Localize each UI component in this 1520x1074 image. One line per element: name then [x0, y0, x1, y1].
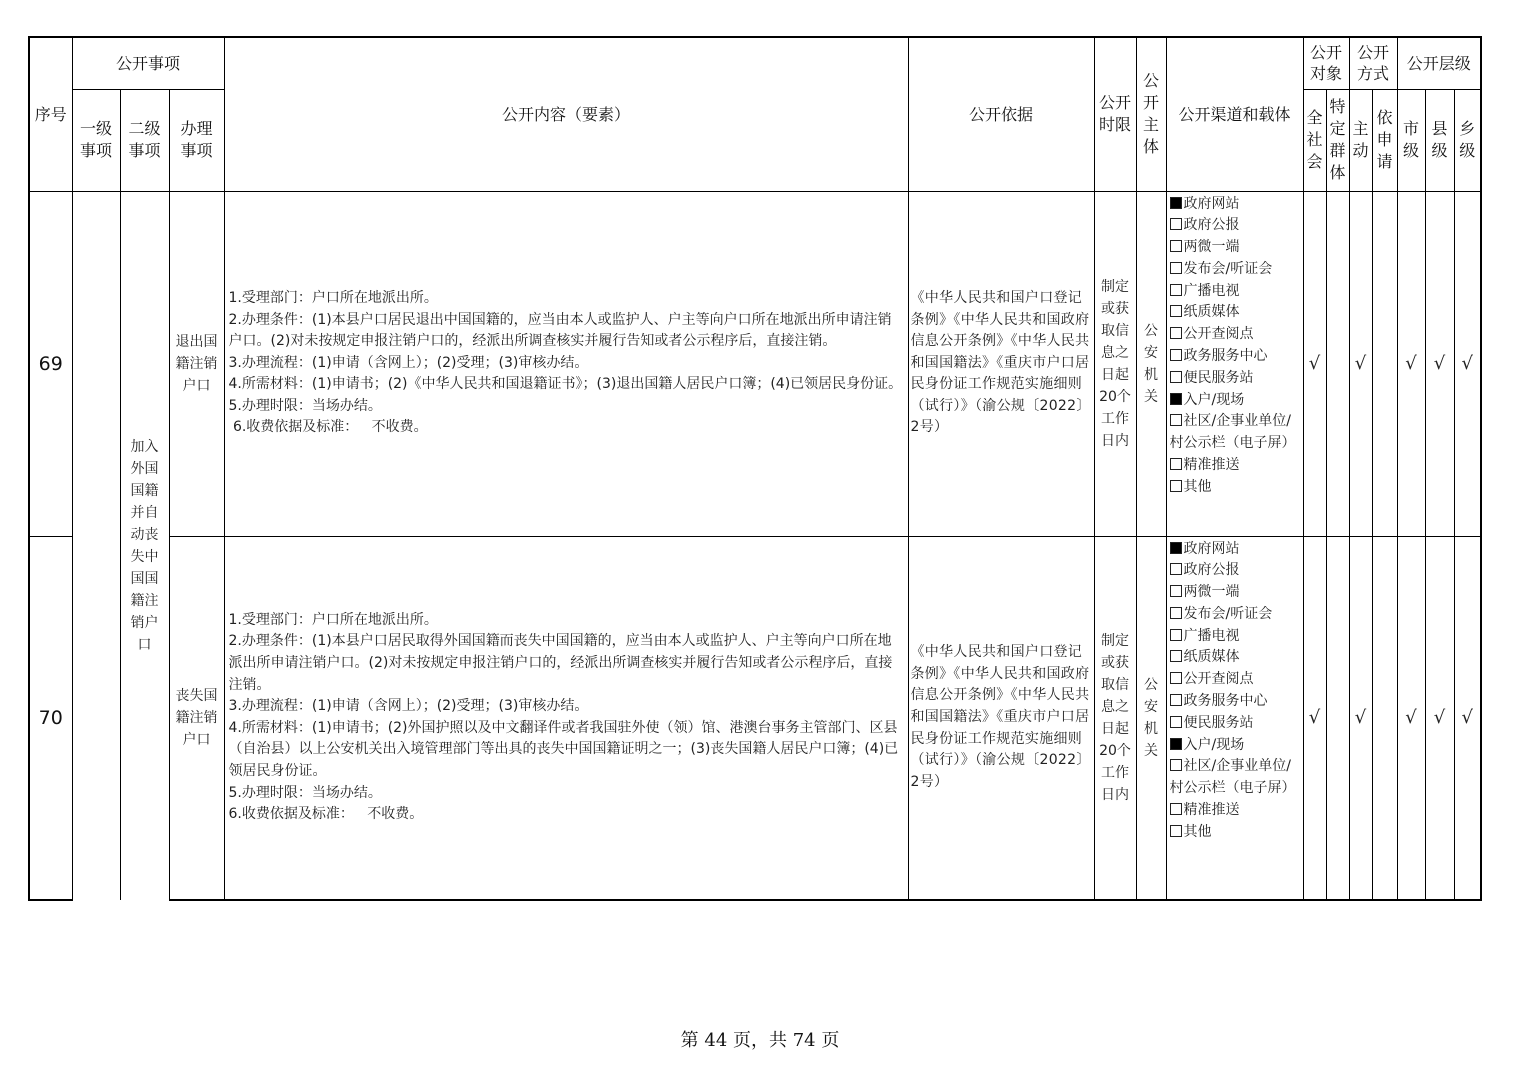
content-line: 4.所需材料：(1)申请书；(2)外国护照以及中文翻译件或者我国驻外使（领）馆、港澳台事务主管部门、区县（自治县）以上公安机关出入境管理部门等出具的丧失中国国籍证明之一；(3)丧失国籍人居民户口簿；(4)已领居民身份证。 [228, 719, 899, 779]
channel-label: 公开查阅点 [1183, 326, 1254, 343]
channel-item [1170, 756, 1301, 800]
channel-label: 政府网站 [1183, 540, 1240, 557]
header-time-limit [1094, 37, 1136, 191]
checkbox-icon [1170, 672, 1182, 684]
header-subject-text: 公开主体 [1142, 71, 1159, 157]
checkbox-icon [1170, 480, 1182, 492]
handle-text: 丧失国籍注销户口 [175, 687, 218, 748]
checkbox-icon [1170, 694, 1182, 706]
header-city [1397, 89, 1425, 191]
subject-text: 公安机关 [1144, 676, 1158, 759]
channel-label: 发布会/听证会 [1183, 260, 1273, 277]
header-specific-group [1326, 89, 1349, 191]
active-mark: √ [1349, 191, 1372, 536]
content-line: 2.办理条件：(1)本县户口居民退出中国国籍的，应当由本人或监护人、户主等向户口所在地派出所申请注销户口。(2)对未按规定申报注销户口的，经派出所调查核实并履行告知或者公示程序后，直接注销。 [228, 311, 892, 350]
channel-label: 便民服务站 [1183, 369, 1254, 386]
channel-item [1170, 259, 1301, 281]
header-specific-group-text: 特定群体 [1329, 97, 1346, 182]
city-mark: √ [1397, 536, 1425, 900]
header-all-society [1303, 89, 1326, 191]
channel-item [1170, 302, 1301, 324]
county-mark: √ [1425, 191, 1454, 536]
page-footer: 第 44 页，共 74 页 [680, 1030, 840, 1051]
time-limit-text: 制定或获取信息之日起20个工作日内 [1099, 632, 1131, 803]
township-mark: √ [1454, 536, 1481, 900]
channel-item [1170, 324, 1301, 346]
header-target [1303, 37, 1349, 89]
checkbox-icon [1170, 371, 1182, 383]
header-city-text: 市级 [1402, 119, 1419, 160]
checkbox-icon [1170, 607, 1182, 619]
channel-label: 其他 [1183, 478, 1212, 495]
channel-item [1170, 455, 1301, 477]
channel-item [1170, 822, 1301, 844]
channel-label: 纸质媒体 [1183, 649, 1240, 666]
header-active-text: 主动 [1352, 119, 1369, 160]
subject-text: 公安机关 [1144, 322, 1158, 405]
handle-cell [169, 191, 224, 536]
handle-text: 退出国籍注销户口 [175, 333, 218, 394]
checkbox-icon [1170, 759, 1182, 771]
content-line: 1.受理部门：户口所在地派出所。 [228, 289, 438, 306]
header-active [1349, 89, 1372, 191]
channel-label: 精准推送 [1183, 457, 1240, 474]
channel-item [1170, 735, 1301, 757]
channel-cell [1166, 191, 1303, 536]
content-cell [224, 536, 908, 900]
table-row [29, 536, 1481, 900]
channel-item [1170, 539, 1301, 561]
header-level1-text: 一级事项 [79, 119, 112, 160]
checkbox-icon [1170, 650, 1182, 662]
subject-cell [1136, 191, 1166, 536]
channel-item [1170, 582, 1301, 604]
checkbox-icon [1170, 738, 1182, 750]
channel-cell [1166, 536, 1303, 900]
header-level2 [120, 89, 169, 191]
header-level: 公开层级 [1397, 37, 1481, 89]
time-limit-text: 制定或获取信息之日起20个工作日内 [1099, 278, 1131, 449]
channel-item [1170, 604, 1301, 626]
all-society-mark: √ [1303, 191, 1326, 536]
header-county [1425, 89, 1454, 191]
channel-item [1170, 368, 1301, 390]
channel-item [1170, 691, 1301, 713]
content-cell [224, 191, 908, 536]
header-method [1349, 37, 1397, 89]
channel-label: 精准推送 [1183, 802, 1240, 819]
channel-item [1170, 281, 1301, 303]
checkbox-icon [1170, 542, 1182, 554]
channel-label: 社区/企事业单位/村公示栏（电子屏） [1169, 758, 1296, 797]
checkbox-icon [1170, 284, 1182, 296]
channel-label: 两微一端 [1183, 239, 1240, 256]
header-channel: 公开渠道和载体 [1166, 37, 1303, 191]
level1-cell [72, 191, 120, 900]
header-level1 [72, 89, 120, 191]
channel-label: 政府网站 [1183, 195, 1240, 212]
row-seq: 69 [29, 191, 72, 536]
channel-label: 其他 [1183, 823, 1212, 840]
basis-cell: 《中华人民共和国户口登记条例》《中华人民共和国政府信息公开条例》《中华人民共和国国籍法》《重庆市户口居民身份证工作规范实施细则（试行）》（渝公规〔2022〕2号） [908, 191, 1094, 536]
channel-item [1170, 194, 1301, 216]
header-handle-text: 办理事项 [180, 119, 213, 160]
header-county-text: 县级 [1431, 119, 1448, 160]
checkbox-icon [1170, 327, 1182, 339]
content-line: 5.办理时限：当场办结。 [228, 784, 382, 801]
checkbox-icon [1170, 825, 1182, 837]
channel-item [1170, 669, 1301, 691]
active-mark: √ [1349, 536, 1372, 900]
header-method-text: 公开方式 [1356, 43, 1389, 84]
channel-item [1170, 346, 1301, 368]
channel-item [1170, 647, 1301, 669]
checkbox-icon [1170, 262, 1182, 274]
content-line: 3.办理流程：(1)申请（含网上）；(2)受理；(3)审核办结。 [228, 698, 589, 715]
time-limit-cell [1094, 536, 1136, 900]
channel-label: 广播电视 [1183, 627, 1240, 644]
channel-label: 发布会/听证会 [1183, 605, 1273, 622]
channel-item [1170, 477, 1301, 499]
channel-label: 广播电视 [1183, 282, 1240, 299]
header-all-society-text: 全社会 [1306, 108, 1323, 171]
content-line: 4.所需材料：(1)申请书；(2)《中华人民共和国退籍证书》；(3)退出国籍人居民户口簿；(4)已领居民身份证。 [228, 376, 903, 393]
row-seq: 70 [29, 536, 72, 900]
channel-item [1170, 237, 1301, 259]
table-row [29, 191, 1481, 536]
specific-group-mark [1326, 536, 1349, 900]
checkbox-icon [1170, 197, 1182, 209]
header-on-request-text: 依申请 [1376, 108, 1393, 171]
content-line: 1.受理部门：户口所在地派出所。 [228, 611, 438, 628]
level2-text: 加入外国国籍并自动丧失中国国籍注销户口 [130, 438, 159, 653]
county-mark: √ [1425, 536, 1454, 900]
channel-item [1170, 626, 1301, 648]
checkbox-icon [1170, 305, 1182, 317]
header-township [1454, 89, 1481, 191]
checkbox-icon [1170, 414, 1182, 426]
content-line: 2.办理条件：(1)本县户口居民取得外国国籍而丧失中国国籍的，应当由本人或监护人、户主等向户口所在地派出所申请注销户口。(2)对未按规定申报注销户口的，经派出所调查核实并履行告知或者公示程序后，直接注销。 [228, 633, 893, 693]
channel-label: 入户/现场 [1183, 391, 1245, 408]
checkbox-icon [1170, 563, 1182, 575]
channel-item [1170, 713, 1301, 735]
city-mark: √ [1397, 191, 1425, 536]
channel-label: 政府公报 [1183, 562, 1240, 579]
specific-group-mark [1326, 191, 1349, 536]
all-society-mark: √ [1303, 536, 1326, 900]
channel-item [1170, 800, 1301, 822]
channel-label: 政府公报 [1183, 217, 1240, 234]
content-line: 5.办理时限：当场办结。 [228, 397, 382, 414]
time-limit-cell [1094, 191, 1136, 536]
header-on-request [1372, 89, 1397, 191]
on-request-mark [1372, 191, 1397, 536]
channel-label: 政务服务中心 [1183, 348, 1268, 365]
channel-label: 公开查阅点 [1183, 671, 1254, 688]
channel-label: 政务服务中心 [1183, 693, 1268, 710]
header-township-text: 乡级 [1459, 119, 1476, 160]
checkbox-icon [1170, 716, 1182, 728]
checkbox-icon [1170, 803, 1182, 815]
header-subject [1136, 37, 1166, 191]
checkbox-icon [1170, 240, 1182, 252]
header-content: 公开内容（要素） [224, 37, 908, 191]
basis-cell: 《中华人民共和国户口登记条例》《中华人民共和国政府信息公开条例》《中华人民共和国国籍法》《重庆市户口居民身份证工作规范实施细则（试行）》（渝公规〔2022〕2号） [908, 536, 1094, 900]
channel-label: 入户/现场 [1183, 736, 1245, 753]
header-target-text: 公开对象 [1309, 43, 1342, 84]
header-seq: 序号 [29, 37, 72, 191]
header-matters: 公开事项 [72, 37, 224, 89]
content-line: 6.收费依据及标准： 不收费。 [228, 806, 424, 823]
header-basis: 公开依据 [908, 37, 1094, 191]
channel-item [1170, 390, 1301, 412]
header-handle [169, 89, 224, 191]
channel-label: 纸质媒体 [1183, 304, 1240, 321]
checkbox-icon [1170, 458, 1182, 470]
channel-item [1170, 411, 1301, 455]
on-request-mark [1372, 536, 1397, 900]
header-level2-text: 二级事项 [128, 119, 161, 160]
township-mark: √ [1454, 191, 1481, 536]
subject-cell [1136, 536, 1166, 900]
channel-label: 便民服务站 [1183, 714, 1254, 731]
channel-item [1170, 560, 1301, 582]
disclosure-table [28, 36, 1482, 901]
channel-label: 两微一端 [1183, 584, 1240, 601]
level2-cell [120, 191, 169, 900]
checkbox-icon [1170, 349, 1182, 361]
header-time-limit-text: 公开时限 [1098, 93, 1131, 135]
checkbox-icon [1170, 585, 1182, 597]
content-line: 6.收费依据及标准： 不收费。 [228, 419, 428, 436]
content-line: 3.办理流程：(1)申请（含网上）；(2)受理；(3)审核办结。 [228, 354, 589, 371]
checkbox-icon [1170, 393, 1182, 405]
checkbox-icon [1170, 218, 1182, 230]
checkbox-icon [1170, 629, 1182, 641]
handle-cell [169, 536, 224, 900]
channel-label: 社区/企事业单位/村公示栏（电子屏） [1169, 413, 1296, 452]
channel-item [1170, 215, 1301, 237]
